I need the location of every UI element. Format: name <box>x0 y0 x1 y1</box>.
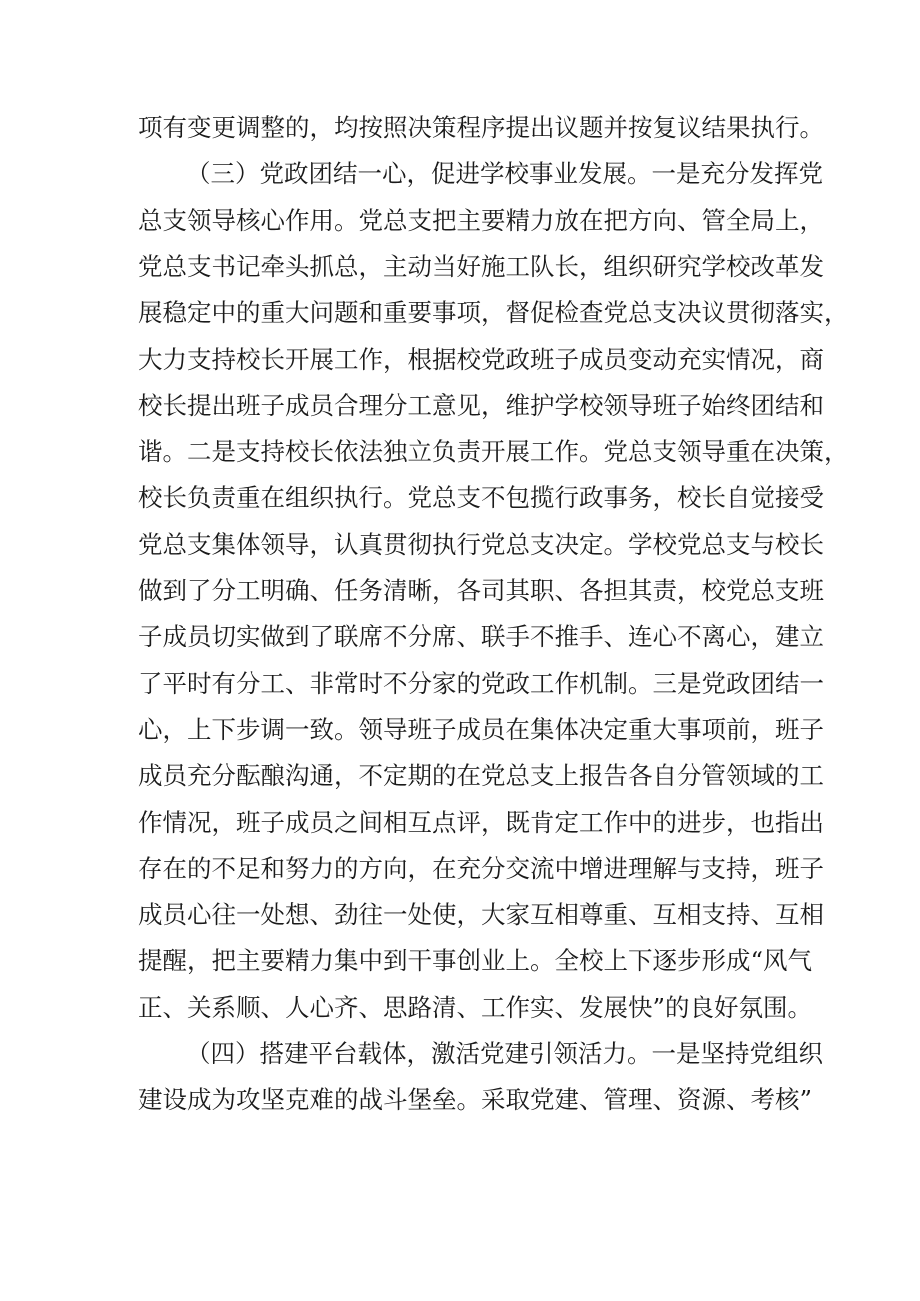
paragraph-line-10: 党总支集体领导，认真贯彻执行党总支决定。学校党总支与校长 <box>138 530 824 559</box>
paragraph-line-12: 子成员切实做到了联席不分席、联手不推手、连心不离心，建立 <box>138 622 824 651</box>
paragraph-line-4: 党总支书记牵头抓总，主动当好施工队长，组织研究学校改革发 <box>138 252 824 281</box>
paragraph-line-19: 提醒，把主要精力集中到干事创业上。全校上下逐步形成“风气 <box>138 946 813 975</box>
paragraph-line-17: 存在的不足和努力的方向，在充分交流中增进理解与支持，班子 <box>138 854 824 883</box>
paragraph-line-5: 展稳定中的重大问题和重要事项，督促检查党总支决议贯彻落实， <box>138 298 849 327</box>
paragraph-line-11: 做到了分工明确、任务清晰，各司其职、各担其责，校党总支班 <box>138 576 824 605</box>
paragraph-line-22: 建设成为攻坚克难的战斗堡垒。采取党建、管理、资源、考核” <box>138 1085 813 1114</box>
paragraph-line-3: 总支领导核心作用。党总支把主要精力放在把方向、管全局上， <box>138 206 824 235</box>
paragraph-line-18: 成员心往一处想、劲往一处使，大家互相尊重、互相支持、互相 <box>138 900 824 929</box>
paragraph-line-13: 了平时有分工、非常时不分家的党政工作机制。三是党政团结一 <box>138 669 824 698</box>
paragraph-line-21: （四）搭建平台载体，激活党建引领活力。一是坚持党组织 <box>186 1039 823 1068</box>
paragraph-line-20: 正、关系顺、人心齐、思路清、工作实、发展快”的良好氛围。 <box>138 993 813 1022</box>
paragraph-line-7: 校长提出班子成员合理分工意见，维护学校领导班子始终团结和 <box>138 391 824 420</box>
paragraph-line-14: 心，上下步调一致。领导班子成员在集体决定重大事项前，班子 <box>138 715 824 744</box>
paragraph-line-6: 大力支持校长开展工作，根据校党政班子成员变动充实情况，商 <box>138 345 824 374</box>
paragraph-line-8: 谐。二是支持校长依法独立负责开展工作。党总支领导重在决策， <box>138 437 849 466</box>
paragraph-line-2: （三）党政团结一心，促进学校事业发展。一是充分发挥党 <box>186 159 823 188</box>
paragraph-line-16: 作情况，班子成员之间相互点评，既肯定工作中的进步，也指出 <box>138 808 824 837</box>
paragraph-line-1: 项有变更调整的，均按照决策程序提出议题并按复议结果执行。 <box>138 113 824 142</box>
paragraph-line-9: 校长负责重在组织执行。党总支不包揽行政事务，校长自觉接受 <box>138 483 824 512</box>
paragraph-line-15: 成员充分酝酿沟通，不定期的在党总支上报告各自分管领域的工 <box>138 761 824 790</box>
